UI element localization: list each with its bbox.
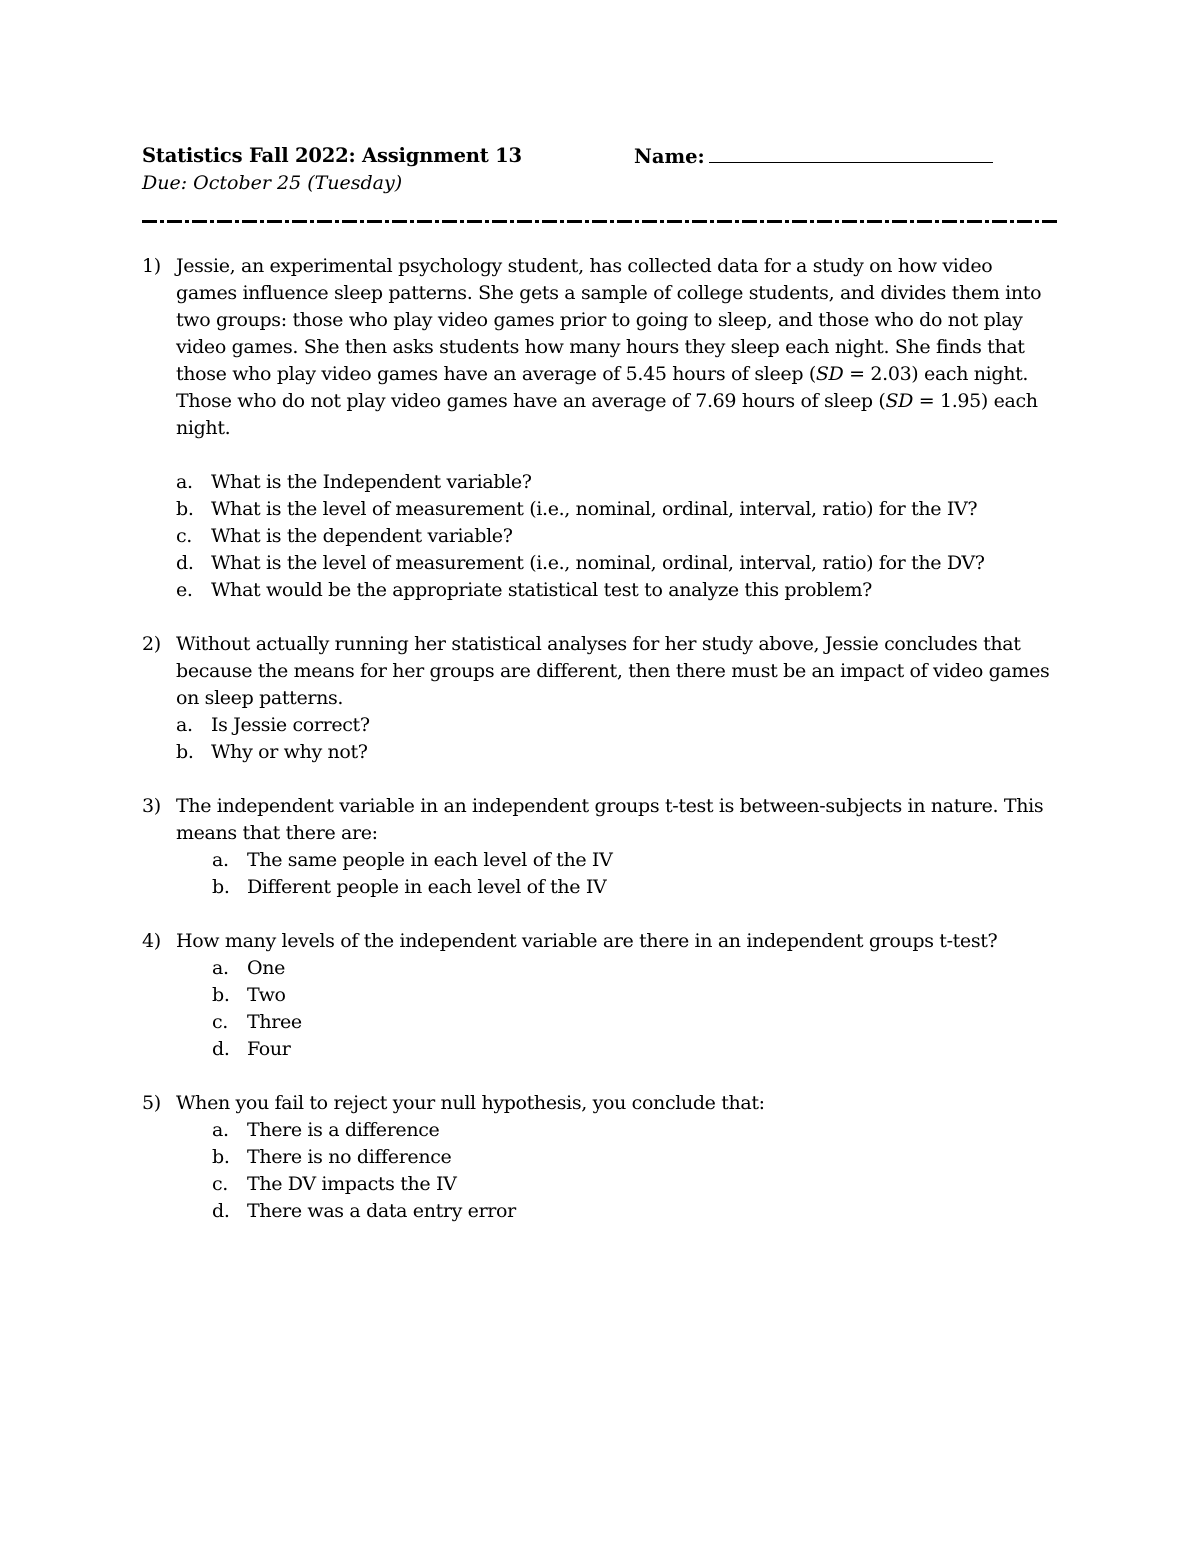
answer-option-list [176,1117,1058,1225]
question-5 [142,1090,1058,1225]
name-label: Name: [634,145,705,168]
sub-question-letter: a. [176,471,193,493]
sub-question-text: What would be the appropriate statistical test to analyze this problem? [211,579,872,601]
answer-option [176,874,1058,901]
sub-question [176,496,1058,523]
answer-option-text: One [247,957,286,979]
answer-option-text: There is no difference [247,1146,452,1168]
sub-question-list [176,469,1058,604]
answer-option [176,955,1058,982]
sub-question-text: Why or why not? [211,741,368,763]
sub-question [176,523,1058,550]
sub-question-text: Is Jessie correct? [211,714,370,736]
question-number: 1) [142,255,161,277]
answer-option-text: Four [247,1038,291,1060]
answer-option-letter: b. [212,984,230,1006]
answer-option-text: There was a data entry error [247,1200,516,1222]
answer-option [176,1171,1058,1198]
sub-question-text: What is the level of measurement (i.e., nominal, ordinal, interval, ratio) for the DV? [211,552,985,574]
questions [142,253,1058,1225]
sub-question [176,739,1058,766]
due-date: Due: October 25 (Tuesday) [142,172,403,194]
question-1 [142,253,1058,604]
answer-option [176,1009,1058,1036]
answer-option-letter: d. [212,1038,230,1060]
question-text: Without actually running her statistical analyses for her study above, Jessie concludes that because the means for her groups are different, then there must be an impact of video games on sleep patterns. [176,633,1050,709]
sub-question-letter: b. [176,741,194,763]
sub-question [176,469,1058,496]
answer-option-letter: a. [212,1119,229,1141]
assignment-title: Statistics Fall 2022: Assignment 13 [142,144,522,167]
sd-symbol: SD [815,363,844,385]
sub-question-text: What is the level of measurement (i.e., nominal, ordinal, interval, ratio) for the IV? [211,498,978,520]
answer-option [176,1036,1058,1063]
name-field [634,142,993,170]
answer-option [176,982,1058,1009]
sub-question-letter: b. [176,498,194,520]
sub-question-letter: c. [176,525,192,547]
answer-option-letter: d. [212,1200,230,1222]
question-text: When you fail to reject your null hypothesis, you conclude that: [176,1092,765,1114]
answer-option [176,1198,1058,1225]
answer-option-letter: a. [212,849,229,871]
sub-question-text: What is the Independent variable? [211,471,532,493]
sub-question [176,577,1058,604]
question-text: The independent variable in an independent groups t-test is between-subjects in nature. This means that there are: [176,795,1044,844]
question-text: How many levels of the independent variable are there in an independent groups t-test? [176,930,998,952]
answer-option-letter: b. [212,876,230,898]
answer-option-text: Different people in each level of the IV [247,876,607,898]
answer-option-text: Two [247,984,286,1006]
answer-option-letter: c. [212,1173,228,1195]
question-number: 2) [142,633,161,655]
sub-question-letter: d. [176,552,194,574]
sd-symbol: SD [885,390,914,412]
answer-option-letter: c. [212,1011,228,1033]
question-number: 5) [142,1092,161,1114]
answer-option [176,847,1058,874]
question-number: 4) [142,930,161,952]
answer-option-text: The DV impacts the IV [247,1173,457,1195]
sub-question-list [176,712,1058,766]
answer-option-list [176,847,1058,901]
question-text: Jessie, an experimental psychology student, has collected data for a study on how video games influence sleep patterns. She gets a sample of college students, and divides them into two groups: those who play video games prior to going to sleep, and those who do not play video games. She then asks students how many hours they sleep each night. She finds that those who play video games have an average of 5.45 hours of sleep (SD = 2.03) each night. Those who do not play video games have an average of 7.69 hours of sleep (SD = 1.95) each night. [176,255,1042,439]
header-divider [142,219,1058,224]
answer-option-letter: b. [212,1146,230,1168]
answer-option [176,1117,1058,1144]
answer-option-letter: a. [212,957,229,979]
sub-question-text: What is the dependent variable? [211,525,513,547]
header [142,142,1052,202]
sub-question-letter: a. [176,714,193,736]
answer-option-list [176,955,1058,1063]
question-3 [142,793,1058,901]
answer-option-text: Three [247,1011,302,1033]
question-2 [142,631,1058,766]
sub-question-letter: e. [176,579,193,601]
answer-option-text: The same people in each level of the IV [247,849,613,871]
sub-question [176,550,1058,577]
question-number: 3) [142,795,161,817]
answer-option-text: There is a difference [247,1119,440,1141]
sub-question [176,712,1058,739]
question-4 [142,928,1058,1063]
name-blank-line [709,142,993,163]
answer-option [176,1144,1058,1171]
